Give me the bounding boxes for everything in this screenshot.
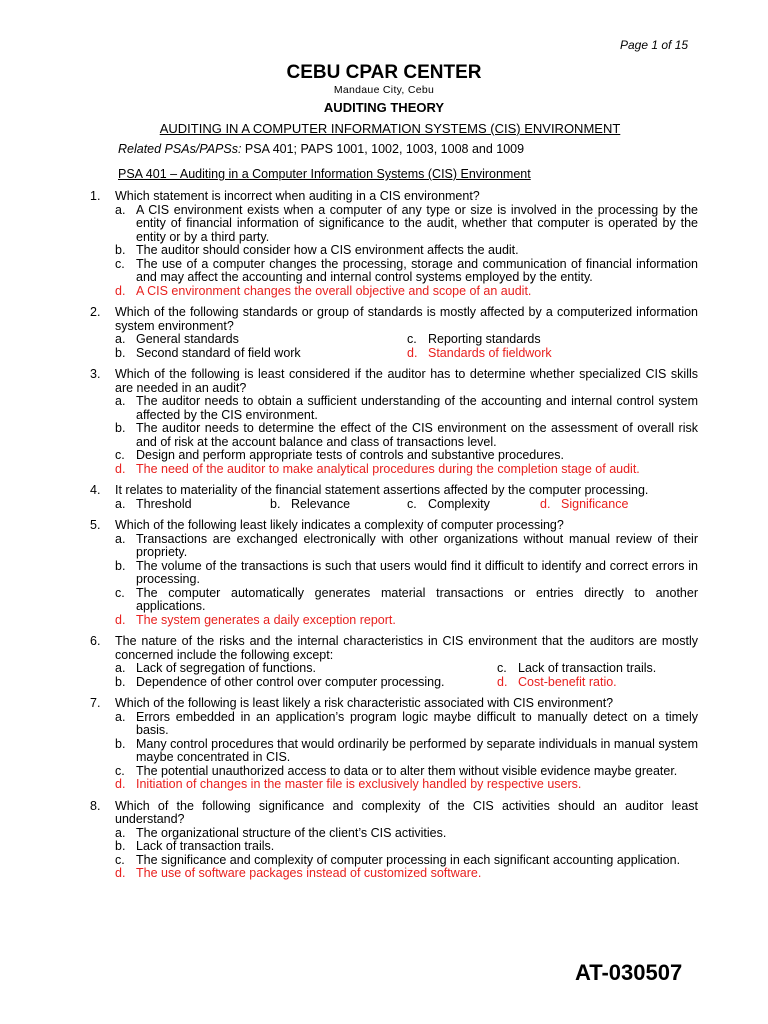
option-c: c. The use of a computer changes the processing, storage and communication of financial information and may affect the accounting and internal control systems employed by the entity.	[115, 256, 698, 284]
option-a: a. Transactions are exchanged electronically with other organizations without manual review of their propriety.	[115, 531, 698, 559]
question-number: 1.	[90, 189, 101, 203]
option-b: b. Relevance	[270, 496, 351, 511]
question-text: It relates to materiality of the financial statement assertions affected by the computer processing.	[115, 483, 649, 497]
related-standards-label: Related PSAs/PAPSs:	[118, 142, 242, 156]
question-number: 2.	[90, 305, 101, 319]
question-3	[0, 368, 698, 476]
question-number: 3.	[90, 367, 101, 381]
option-row	[115, 347, 698, 361]
option-c: c. Reporting standards	[407, 332, 541, 346]
question-number: 4.	[90, 483, 101, 497]
question-text: Which of the following significance and complexity of the CIS activities should an auditor least understand?	[115, 798, 698, 826]
option-a: a. The organizational structure of the client’s CIS activities.	[115, 825, 447, 840]
option-b: b. The auditor should consider how a CIS environment affects the audit.	[115, 243, 519, 257]
option-row	[115, 676, 698, 690]
question-text: Which of the following least likely indicates a complexity of computer processing?	[115, 518, 564, 532]
option-d-answer: d. The use of software packages instead of customized software.	[115, 866, 482, 880]
question-number: 8.	[90, 798, 101, 813]
question-number: 6.	[90, 634, 101, 648]
option-b: b. Lack of transaction trails.	[115, 839, 275, 853]
option-d-answer: d. A CIS environment changes the overall objective and scope of an audit.	[115, 283, 532, 298]
option-c: c. Complexity	[407, 496, 490, 511]
question-6	[0, 635, 698, 689]
option-c: c. The computer automatically generates material transactions or entries directly to another applications.	[115, 585, 698, 613]
option-b: b. Dependence of other control over computer processing.	[115, 674, 445, 689]
option-d-answer: d. Initiation of changes in the master file is exclusively handled by respective users.	[115, 777, 582, 791]
option-d-answer: d. The system generates a daily exception report.	[115, 612, 396, 627]
question-2	[0, 306, 698, 360]
option-a: a. Errors embedded in an application’s program logic maybe difficult to manually detect on a timely basis.	[115, 709, 698, 737]
question-text: Which statement is incorrect when auditing in a CIS environment?	[115, 189, 480, 203]
option-c: c. The significance and complexity of computer processing in each significant accounting application.	[115, 852, 681, 867]
question-text: The nature of the risks and the internal characteristics in CIS environment that the auditors are mostly concerned include the following except:	[115, 634, 698, 662]
option-a: a. The auditor needs to obtain a sufficient understanding of the accounting and internal control system affected by the CIS environment.	[115, 394, 698, 422]
question-5	[0, 519, 698, 627]
question-7	[0, 697, 698, 792]
document-location: Mandaue City, Cebu	[333, 84, 435, 96]
question-number: 5.	[90, 518, 101, 532]
option-d-answer: d. Cost-benefit ratio.	[497, 674, 617, 689]
question-4	[0, 484, 698, 511]
option-b: b. The volume of the transactions is such that users would find it difficult to identify and correct errors in processing.	[115, 558, 698, 586]
option-row	[115, 662, 698, 676]
option-d-answer: d. Significance	[540, 496, 629, 511]
document-title: CEBU CPAR CENTER	[286, 62, 482, 83]
topic-heading: AUDITING IN A COMPUTER INFORMATION SYSTEMS (CIS) ENVIRONMENT	[159, 121, 621, 136]
option-c: c. Design and perform appropriate tests of controls and substantive procedures.	[115, 448, 565, 462]
page-number: Page 1 of 15	[620, 38, 689, 52]
option-row	[115, 498, 698, 512]
option-d-answer: d. Standards of fieldwork	[407, 345, 552, 360]
question-text: Which of the following is least likely a risk characteristic associated with CIS environment?	[115, 696, 614, 710]
option-a: a. General standards	[115, 332, 239, 346]
related-standards	[118, 142, 524, 156]
question-8	[0, 800, 698, 881]
psa-heading: PSA 401 – Auditing in a Computer Information Systems (CIS) Environment	[118, 167, 531, 181]
question-1	[0, 190, 698, 298]
option-a: a. A CIS environment exists when a computer of any type or size is involved in the processing by the entity of financial information of significance to the audit, whether that computer is operated by the entity or by a third party.	[115, 202, 698, 244]
document-code: AT-030507	[575, 960, 683, 985]
option-a: a. Threshold	[115, 496, 192, 511]
option-d-answer: d. The need of the auditor to make analytical procedures during the completion stage of audit.	[115, 461, 640, 476]
option-b: b. Many control procedures that would ordinarily be performed by separate individuals in manual system maybe concentrated in CIS.	[115, 736, 698, 764]
option-b: b. The auditor needs to determine the effect of the CIS environment on the assessment of overall risk and of risk at the account balance and class of transactions level.	[115, 421, 698, 449]
option-row	[115, 333, 698, 347]
question-number: 7.	[90, 696, 101, 710]
question-text: Which of the following is least considered if the auditor has to determine whether specialized CIS skills are needed in an audit?	[115, 367, 698, 395]
question-list	[0, 190, 768, 889]
related-standards-value: PSA 401; PAPS 1001, 1002, 1003, 1008 and 1009	[241, 142, 525, 156]
option-b: b. Second standard of field work	[115, 345, 301, 360]
subject-heading: AUDITING THEORY	[323, 100, 445, 115]
question-text: Which of the following standards or group of standards is mostly affected by a computerized information system environment?	[115, 305, 698, 333]
option-c: c. The potential unauthorized access to data or to alter them without visible evidence maybe greater.	[115, 763, 678, 778]
option-c: c. Lack of transaction trails.	[497, 661, 657, 675]
option-a: a. Lack of segregation of functions.	[115, 661, 316, 675]
